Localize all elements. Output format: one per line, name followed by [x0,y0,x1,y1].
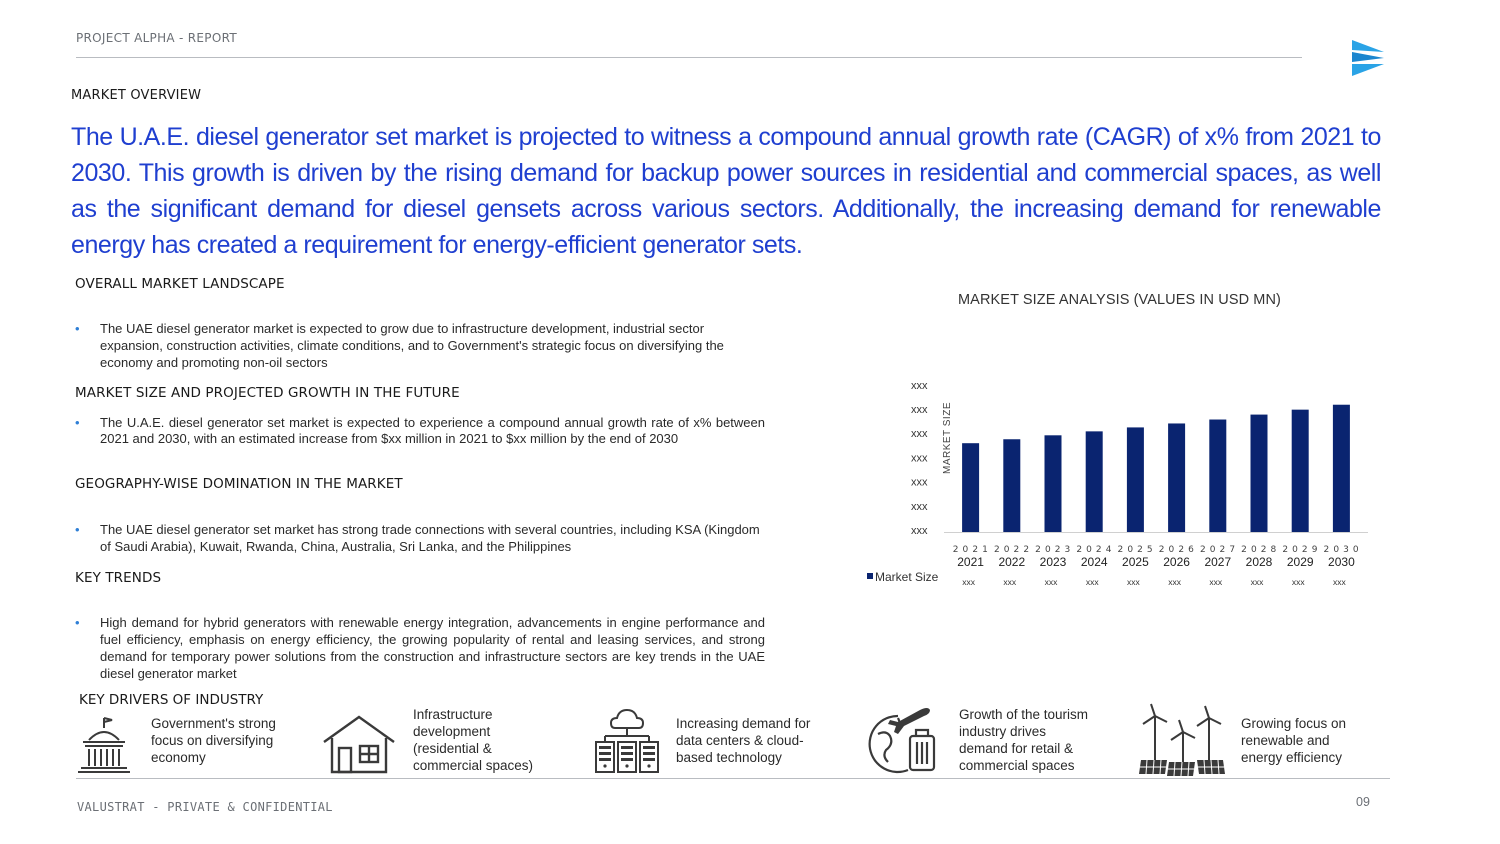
bar-2024 [1086,431,1103,532]
x-tick-label-upper: 2 0 2 7 [1199,545,1236,555]
section-title: MARKET OVERVIEW [71,88,202,103]
legend-swatch [867,573,873,579]
chart-title: MARKET SIZE ANALYSIS (VALUES IN USD MN) [958,292,1281,308]
y-tick-label: xxx [911,379,928,392]
y-tick-label: xxx [911,476,928,489]
data-table-value: xxx [1168,577,1181,587]
driver-text-government: Government's strong focus on diversifying economy [151,716,276,765]
footer-confidential-label: VALUSTRAT - PRIVATE & CONFIDENTIAL [77,800,333,814]
data-table-value: xxx [1044,577,1058,587]
y-tick-label: xxx [911,452,928,465]
bar-2028 [1251,415,1268,532]
data-table-value: xxx [1003,577,1017,587]
x-tick-label: 2023 [1039,555,1067,569]
legend-label: Market Size [875,570,939,584]
stacked-chevron-logo-icon [1350,38,1386,78]
bullet-text: The UAE diesel generator set market has strong trade connections with several countries, including KSA (Kingdom of Saudi Arabia), Kuwait, Rwanda, China, Australia, Sri Lanka, and the Philippines [100,522,760,554]
government-building-icon [75,714,133,774]
bar-2027 [1209,420,1226,532]
market-size-bar-chart [860,370,1380,600]
bullet-geography-domination [75,521,765,555]
bullet-market-size-growth [75,415,765,446]
bottom-divider [76,778,1390,779]
y-tick-label: xxx [911,525,928,537]
y-tick-label: xxx [911,500,928,513]
heading-key-trends: KEY TRENDS [75,570,162,586]
x-tick-label-upper: 2 0 2 2 [993,545,1030,555]
header-divider [76,57,1302,58]
bullet-text: The U.A.E. diesel generator set market is expected to experience a compound annual growth rate of x% between 2021 and 2030, with an estimated increase from $xx million in 2021 to $xx million by the end of 2030 [100,415,765,446]
y-tick-label: xxx [911,404,928,416]
house-icon [322,714,396,774]
heading-overall-market-landscape: OVERALL MARKET LANDSCAPE [75,276,285,292]
x-tick-label-upper: 2 0 2 8 [1241,545,1277,555]
bullet-key-trends [75,614,765,682]
x-tick-label-upper: 2 0 2 3 [1035,545,1071,555]
bar-2022 [1003,439,1020,532]
bullet-dot: • [75,615,80,630]
data-table-value: xxx [1333,577,1346,587]
bar-2025 [1127,427,1144,532]
x-tick-label-upper: 2 0 3 0 [1323,545,1360,555]
bullet-dot: • [75,522,80,537]
bar-2029 [1292,410,1309,532]
cloud-servers-icon [593,706,661,774]
x-tick-label: 2025 [1122,555,1149,569]
x-tick-label: 2030 [1328,555,1355,569]
page-number: 09 [1356,795,1370,809]
x-tick-label: 2029 [1286,555,1314,569]
driver-text-infrastructure: Infrastructure development (residential & commercial spaces) [413,707,534,773]
driver-text-tourism: Growth of the tourism industry drives demand for retail & commercial spaces [959,707,1089,773]
headline-summary: The U.A.E. diesel generator set market is projected to witness a compound annual growth rate (CAGR) of x% from 2021 to 2030. This growth is driven by the rising demand for backup power sources in residential and commercial spaces, as well as the significant demand for diesel gensets across various sectors. Additionally, the increasing demand for renewable energy has created a requirement for energy-efficient generator sets. [71,123,1381,259]
drivers-title: KEY DRIVERS OF INDUSTRY [79,692,264,708]
bar-2021 [962,443,979,532]
x-tick-label: 2024 [1080,555,1108,569]
x-tick-label: 2028 [1245,555,1273,569]
heading-market-size-growth: MARKET SIZE AND PROJECTED GROWTH IN THE FUTURE [75,385,460,401]
x-tick-label-upper: 2 0 2 4 [1076,545,1113,555]
header-label: PROJECT ALPHA - REPORT [76,31,237,45]
data-table-value: xxx [1291,577,1305,587]
bar-2023 [1045,435,1062,532]
bar-2026 [1168,423,1185,532]
driver-text-renewable: Growing focus on renewable and energy efficiency [1241,716,1347,765]
x-tick-label-upper: 2 0 2 6 [1158,545,1195,555]
data-table-value: xxx [1127,577,1140,587]
data-table-value: xxx [1085,577,1099,587]
bullet-dot: • [75,415,80,430]
x-tick-label: 2027 [1204,555,1232,569]
wind-solar-icon [1137,702,1227,778]
x-tick-label: 2022 [998,555,1026,569]
data-table-value: xxx [1209,577,1223,587]
x-tick-label-upper: 2 0 2 9 [1282,545,1319,555]
x-tick-label: 2021 [957,555,984,569]
heading-geography-domination: GEOGRAPHY-WISE DOMINATION IN THE MARKET [75,476,403,492]
data-table-value: xxx [1250,577,1264,587]
x-tick-label-upper: 2 0 2 1 [952,545,989,555]
bullet-text: High demand for hybrid generators with renewable energy integration, advancements in engine performance and fuel efficiency, emphasis on energy efficiency, the growing popularity of rental and leasing services, and strong demand for temporary power solutions from the construction and infrastructure sectors are key trends in the UAE diesel generator market [100,615,765,681]
bullet-overall-market-landscape [75,320,765,371]
x-tick-label: 2026 [1163,555,1190,569]
bullet-text: The UAE diesel generator market is expected to grow due to infrastructure development, industrial sector expansion, construction activities, climate conditions, and to Government's strategic focus on diversifying the economy and promoting non-oil sectors [100,321,724,370]
x-tick-label-upper: 2 0 2 5 [1117,545,1154,555]
bar-2030 [1333,405,1350,532]
y-tick-label: xxx [911,428,928,441]
bullet-dot: • [75,321,80,336]
travel-globe-icon [868,704,942,776]
driver-text-data-centers: Increasing demand for data centers & cloud- based technology [676,716,811,765]
data-table-value: xxx [962,577,975,587]
y-axis-label: MARKET SIZE [942,402,953,474]
